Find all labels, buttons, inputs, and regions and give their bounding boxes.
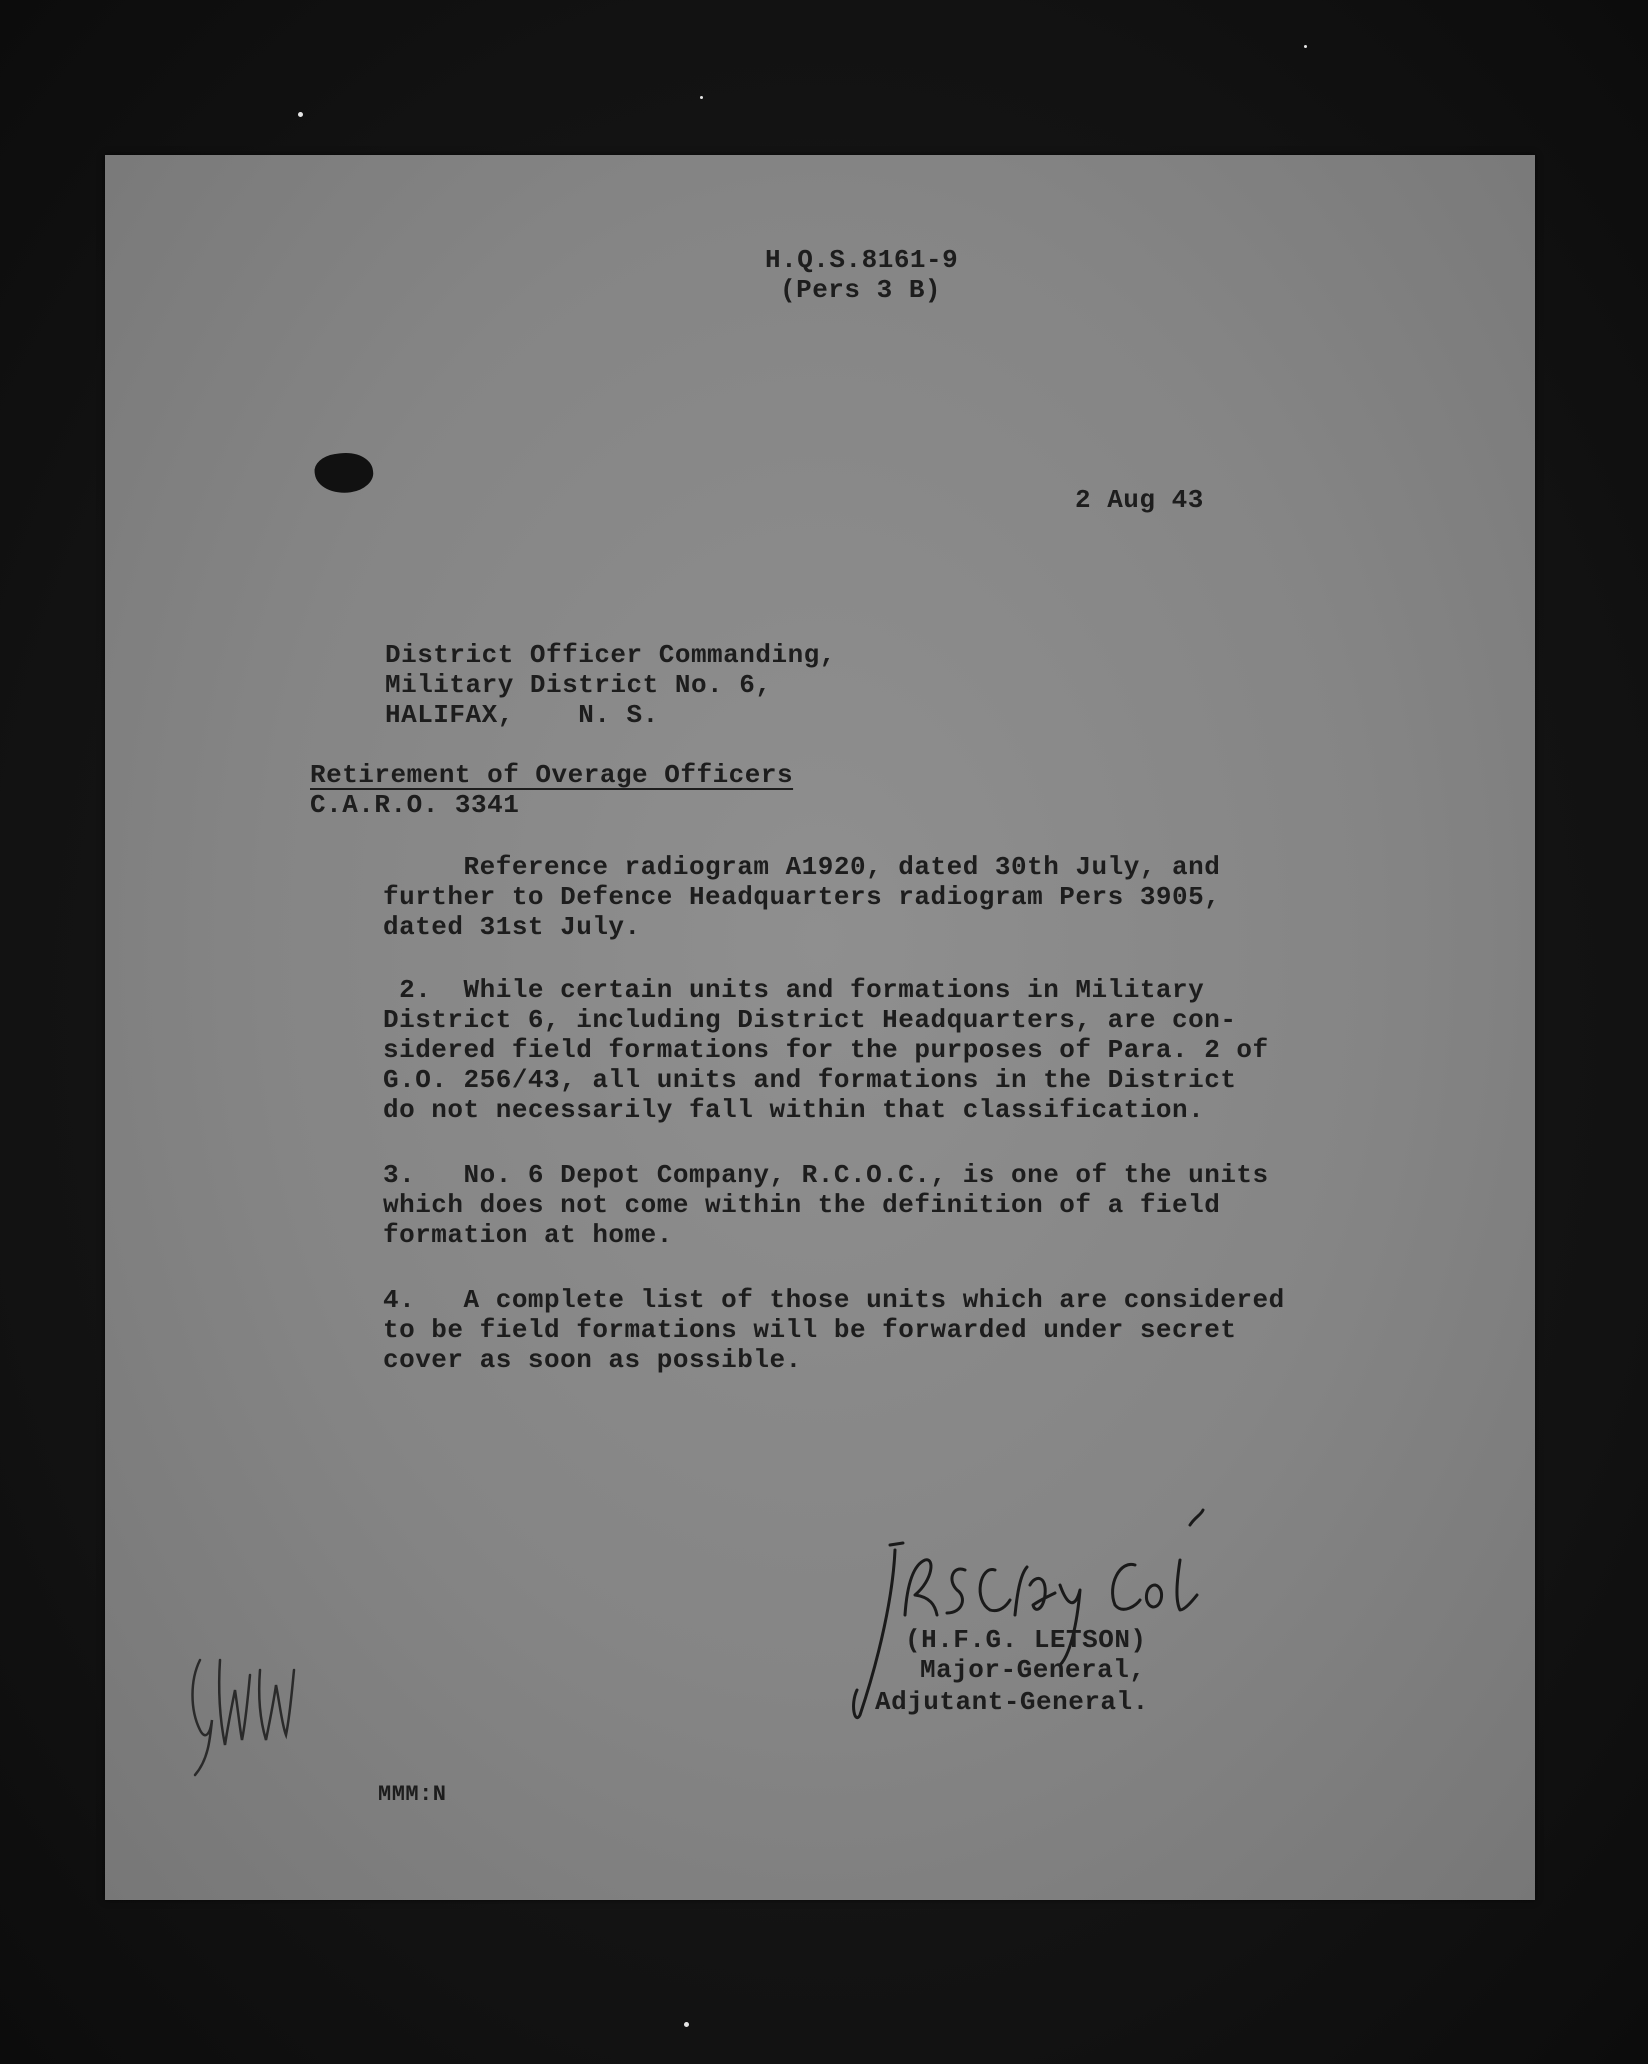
addressee-line-3: HALIFAX, N. S. bbox=[385, 700, 659, 730]
paragraph-2-line: 2. While certain units and formations in Military bbox=[383, 975, 1205, 1005]
paragraph-2-line: sidered field formations for the purposes of Para. 2 of bbox=[383, 1035, 1269, 1065]
subject-heading: Retirement of Overage Officers bbox=[310, 760, 794, 790]
paragraph-4-line: 4. A complete list of those units which are considered bbox=[383, 1285, 1285, 1315]
signatory-name: (H.F.G. LETSON) bbox=[905, 1625, 1147, 1655]
handwritten-margin-initials bbox=[180, 1640, 300, 1780]
paragraph-1-line: further to Defence Headquarters radiogram Pers 3905, bbox=[383, 882, 1221, 912]
paragraph-2-line: G.O. 256/43, all units and formations in the District bbox=[383, 1065, 1237, 1095]
subject-reference: C.A.R.O. 3341 bbox=[310, 790, 520, 820]
addressee-line-2: Military District No. 6, bbox=[385, 670, 772, 700]
dust-speck bbox=[298, 112, 303, 117]
paragraph-1-line: Reference radiogram A1920, dated 30th July, and bbox=[383, 852, 1221, 882]
paragraph-3-line: 3. No. 6 Depot Company, R.C.O.C., is one of the units bbox=[383, 1160, 1269, 1190]
dust-speck bbox=[1304, 45, 1307, 48]
signatory-appointment: Adjutant-General. bbox=[875, 1687, 1149, 1717]
dust-speck bbox=[684, 2022, 689, 2027]
addressee-line-1: District Officer Commanding, bbox=[385, 640, 836, 670]
paragraph-1-line: dated 31st July. bbox=[383, 912, 641, 942]
paragraph-3-line: which does not come within the definition of a field bbox=[383, 1190, 1221, 1220]
paragraph-4-line: to be field formations will be forwarded under secret bbox=[383, 1315, 1237, 1345]
letter-date: 2 Aug 43 bbox=[1075, 485, 1204, 515]
dust-speck bbox=[700, 96, 703, 99]
signatory-rank: Major-General, bbox=[920, 1655, 1146, 1685]
paragraph-3-line: formation at home. bbox=[383, 1220, 673, 1250]
paragraph-2-line: do not necessarily fall within that classification. bbox=[383, 1095, 1205, 1125]
punch-hole bbox=[312, 449, 375, 497]
paragraph-2-line: District 6, including District Headquarters, are con- bbox=[383, 1005, 1237, 1035]
typist-initials: MMM:N bbox=[378, 1782, 447, 1807]
file-sub-reference: (Pers 3 B) bbox=[780, 275, 942, 305]
paragraph-4-line: cover as soon as possible. bbox=[383, 1345, 802, 1375]
file-reference: H.Q.S.8161-9 bbox=[765, 245, 959, 275]
